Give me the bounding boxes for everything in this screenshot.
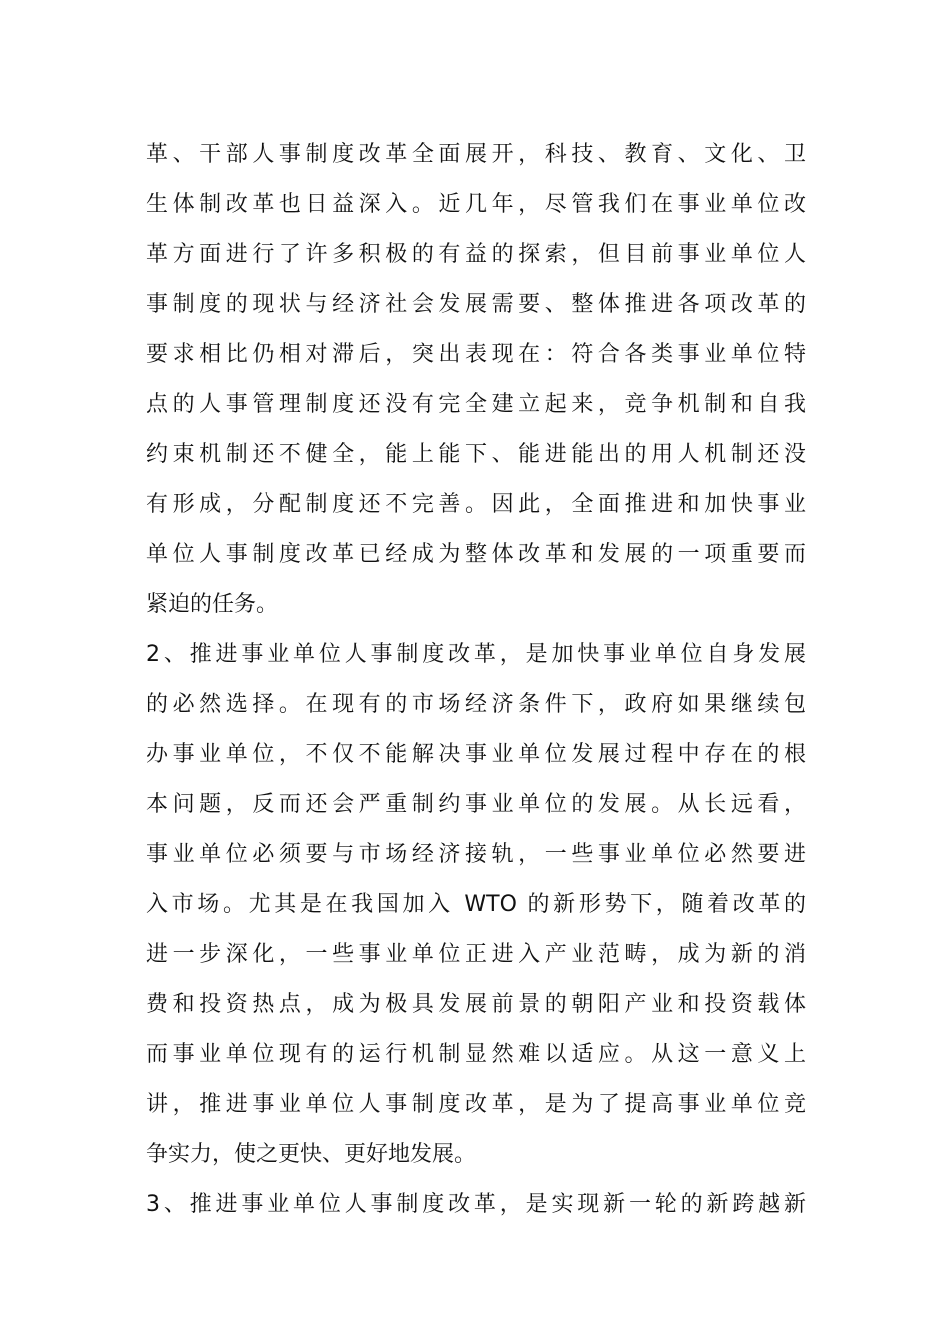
text-line: 事业单位必须要与市场经济接轨，一些事业单位必然要进 (146, 842, 806, 867)
paragraph-1 (146, 130, 806, 630)
text-line: 生体制改革也日益深入。近几年，尽管我们在事业单位改 (146, 192, 806, 217)
text-line: 2、推进事业单位人事制度改革，是加快事业单位自身发展 (146, 642, 806, 667)
text-line: 要求相比仍相对滞后，突出表现在：符合各类事业单位特 (146, 342, 806, 367)
text-line: 事制度的现状与经济社会发展需要、整体推进各项改革的 (146, 292, 806, 317)
text-line: 而事业单位现有的运行机制显然难以适应。从这一意义上 (146, 1042, 806, 1067)
paragraph-3 (146, 1180, 806, 1230)
text-line: 进一步深化，一些事业单位正进入产业范畴，成为新的消 (146, 942, 806, 967)
text-line: 革、干部人事制度改革全面展开，科技、教育、文化、卫 (146, 142, 806, 167)
text-line: 约束机制还不健全，能上能下、能进能出的用人机制还没 (146, 442, 806, 467)
paragraph-2 (146, 630, 806, 1180)
text-line: 入市场。尤其是在我国加入 WTO 的新形势下，随着改革的 (146, 892, 806, 917)
text-line: 讲，推进事业单位人事制度改革，是为了提高事业单位竞 (146, 1092, 806, 1117)
text-line: 本问题，反而还会严重制约事业单位的发展。从长远看， (146, 792, 806, 817)
body-text (146, 130, 806, 1230)
text-line: 革方面进行了许多积极的有益的探索，但目前事业单位人 (146, 242, 806, 267)
text-line: 点的人事管理制度还没有完全建立起来，竞争机制和自我 (146, 392, 806, 417)
text-line: 3、推进事业单位人事制度改革，是实现新一轮的新跨越新 (146, 1192, 806, 1217)
text-line: 紧迫的任务。 (146, 592, 279, 617)
text-line: 费和投资热点，成为极具发展前景的朝阳产业和投资载体 (146, 992, 806, 1017)
text-line: 办事业单位，不仅不能解决事业单位发展过程中存在的根 (146, 742, 806, 767)
text-line: 单位人事制度改革已经成为整体改革和发展的一项重要而 (146, 542, 806, 567)
text-line: 的必然选择。在现有的市场经济条件下，政府如果继续包 (146, 692, 806, 717)
text-line: 有形成，分配制度还不完善。因此，全面推进和加快事业 (146, 492, 806, 517)
text-line: 争实力，使之更快、更好地发展。 (146, 1142, 477, 1167)
